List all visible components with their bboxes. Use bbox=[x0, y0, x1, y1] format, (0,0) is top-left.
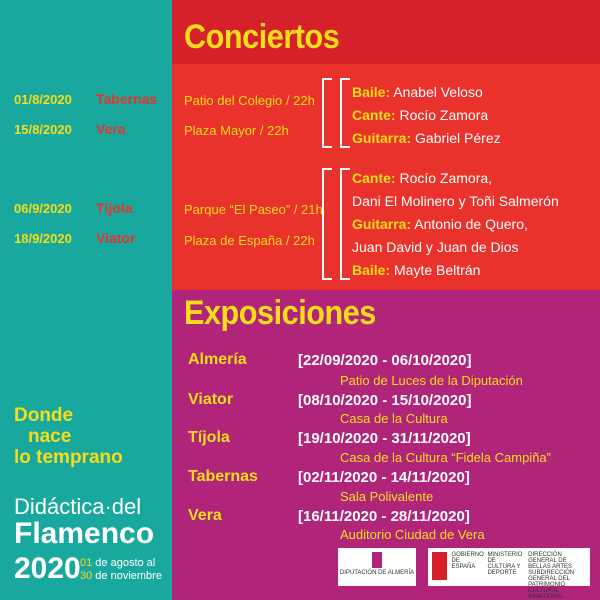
exhibition-town: Vera bbox=[188, 507, 222, 524]
performer-line: Baile: Anabel Veloso bbox=[352, 84, 483, 100]
concert-venue: Plaza de España / 22h bbox=[184, 233, 315, 248]
brace-left-2 bbox=[322, 168, 332, 280]
year-text: 2020 bbox=[14, 552, 81, 585]
diputacion-logo: DIPUTACIÓN DE ALMERÍA bbox=[338, 548, 416, 586]
concert-venue: Parque “El Paseo” / 21h bbox=[184, 202, 323, 217]
ministry-logo: GOBIERNO DE ESPAÑA MINISTERIO DE CULTURA Y DEPORTE DIRECCIÓN GENERAL DE BELLAS ARTES SUBDIRECCIÓN GENERAL DEL PATRIMONIO CULTURAL INMATERIAL bbox=[428, 548, 590, 586]
exhibition-dates: [08/10/2020 - 15/10/2020] bbox=[298, 392, 472, 409]
performer-line: Baile: Mayte Beltrán bbox=[352, 262, 481, 278]
exhibition-dates: [19/10/2020 - 31/11/2020] bbox=[298, 430, 471, 447]
didactica-text: Didáctica·del bbox=[14, 494, 142, 519]
brace-right-1 bbox=[340, 78, 350, 148]
coat-of-arms-icon bbox=[372, 552, 382, 568]
exhibition-town: Viator bbox=[188, 391, 234, 408]
exhibition-venue: Casa de la Cultura bbox=[340, 411, 448, 426]
exhibitions-title: Exposiciones bbox=[184, 294, 376, 332]
performer-line: Juan David y Juan de Dios bbox=[352, 239, 519, 255]
concert-town: Tíjola bbox=[96, 200, 133, 216]
performer-line: Cante: Rocío Zamora bbox=[352, 107, 489, 123]
program-dates: 01 de agosto al 30 de noviembre bbox=[80, 557, 162, 582]
concert-town: Vera bbox=[96, 121, 126, 137]
brace-left-1 bbox=[322, 78, 332, 148]
concert-town: Tabernas bbox=[96, 91, 158, 107]
concerts-title: Conciertos bbox=[184, 18, 340, 56]
exhibition-dates: [16/11/2020 - 28/11/2020] bbox=[298, 508, 470, 525]
concert-date: 18/9/2020 bbox=[14, 231, 72, 246]
concert-venue: Plaza Mayor / 22h bbox=[184, 123, 289, 138]
tagline-line: lo temprano bbox=[14, 447, 123, 468]
exhibition-venue: Auditorio Ciudad de Vera bbox=[340, 527, 485, 542]
exhibition-town: Tíjola bbox=[188, 429, 230, 446]
concert-date: 01/8/2020 bbox=[14, 92, 72, 107]
exhibition-venue: Patio de Luces de la Diputación bbox=[340, 373, 523, 388]
tagline-line: Donde bbox=[14, 405, 74, 426]
exhibition-dates: [02/11/2020 - 14/11/2020] bbox=[298, 469, 470, 486]
exhibition-dates: [22/09/2020 - 06/10/2020] bbox=[298, 352, 472, 369]
performer-line: Cante: Rocío Zamora, bbox=[352, 170, 493, 186]
flamenco-text: Flamenco bbox=[14, 517, 155, 550]
performer-line: Dani El Molinero y Toñi Salmerón bbox=[352, 193, 559, 209]
performer-line: Guitarra: Antonio de Quero, bbox=[352, 216, 528, 232]
concert-date: 06/9/2020 bbox=[14, 201, 72, 216]
exhibition-venue: Casa de la Cultura “Fidela Campiña” bbox=[340, 450, 551, 465]
concert-venue: Patio del Colegio / 22h bbox=[184, 93, 315, 108]
tagline-line: nace bbox=[28, 426, 72, 447]
exhibition-town: Tabernas bbox=[188, 468, 258, 485]
spain-shield-icon bbox=[432, 552, 447, 580]
exhibition-town: Almería bbox=[188, 351, 247, 368]
performer-line: Guitarra: Gabriel Pérez bbox=[352, 130, 501, 146]
exhibition-venue: Sala Polivalente bbox=[340, 489, 434, 504]
concert-date: 15/8/2020 bbox=[14, 122, 72, 137]
brace-right-2 bbox=[340, 168, 350, 280]
concert-town: Viator bbox=[96, 230, 136, 246]
